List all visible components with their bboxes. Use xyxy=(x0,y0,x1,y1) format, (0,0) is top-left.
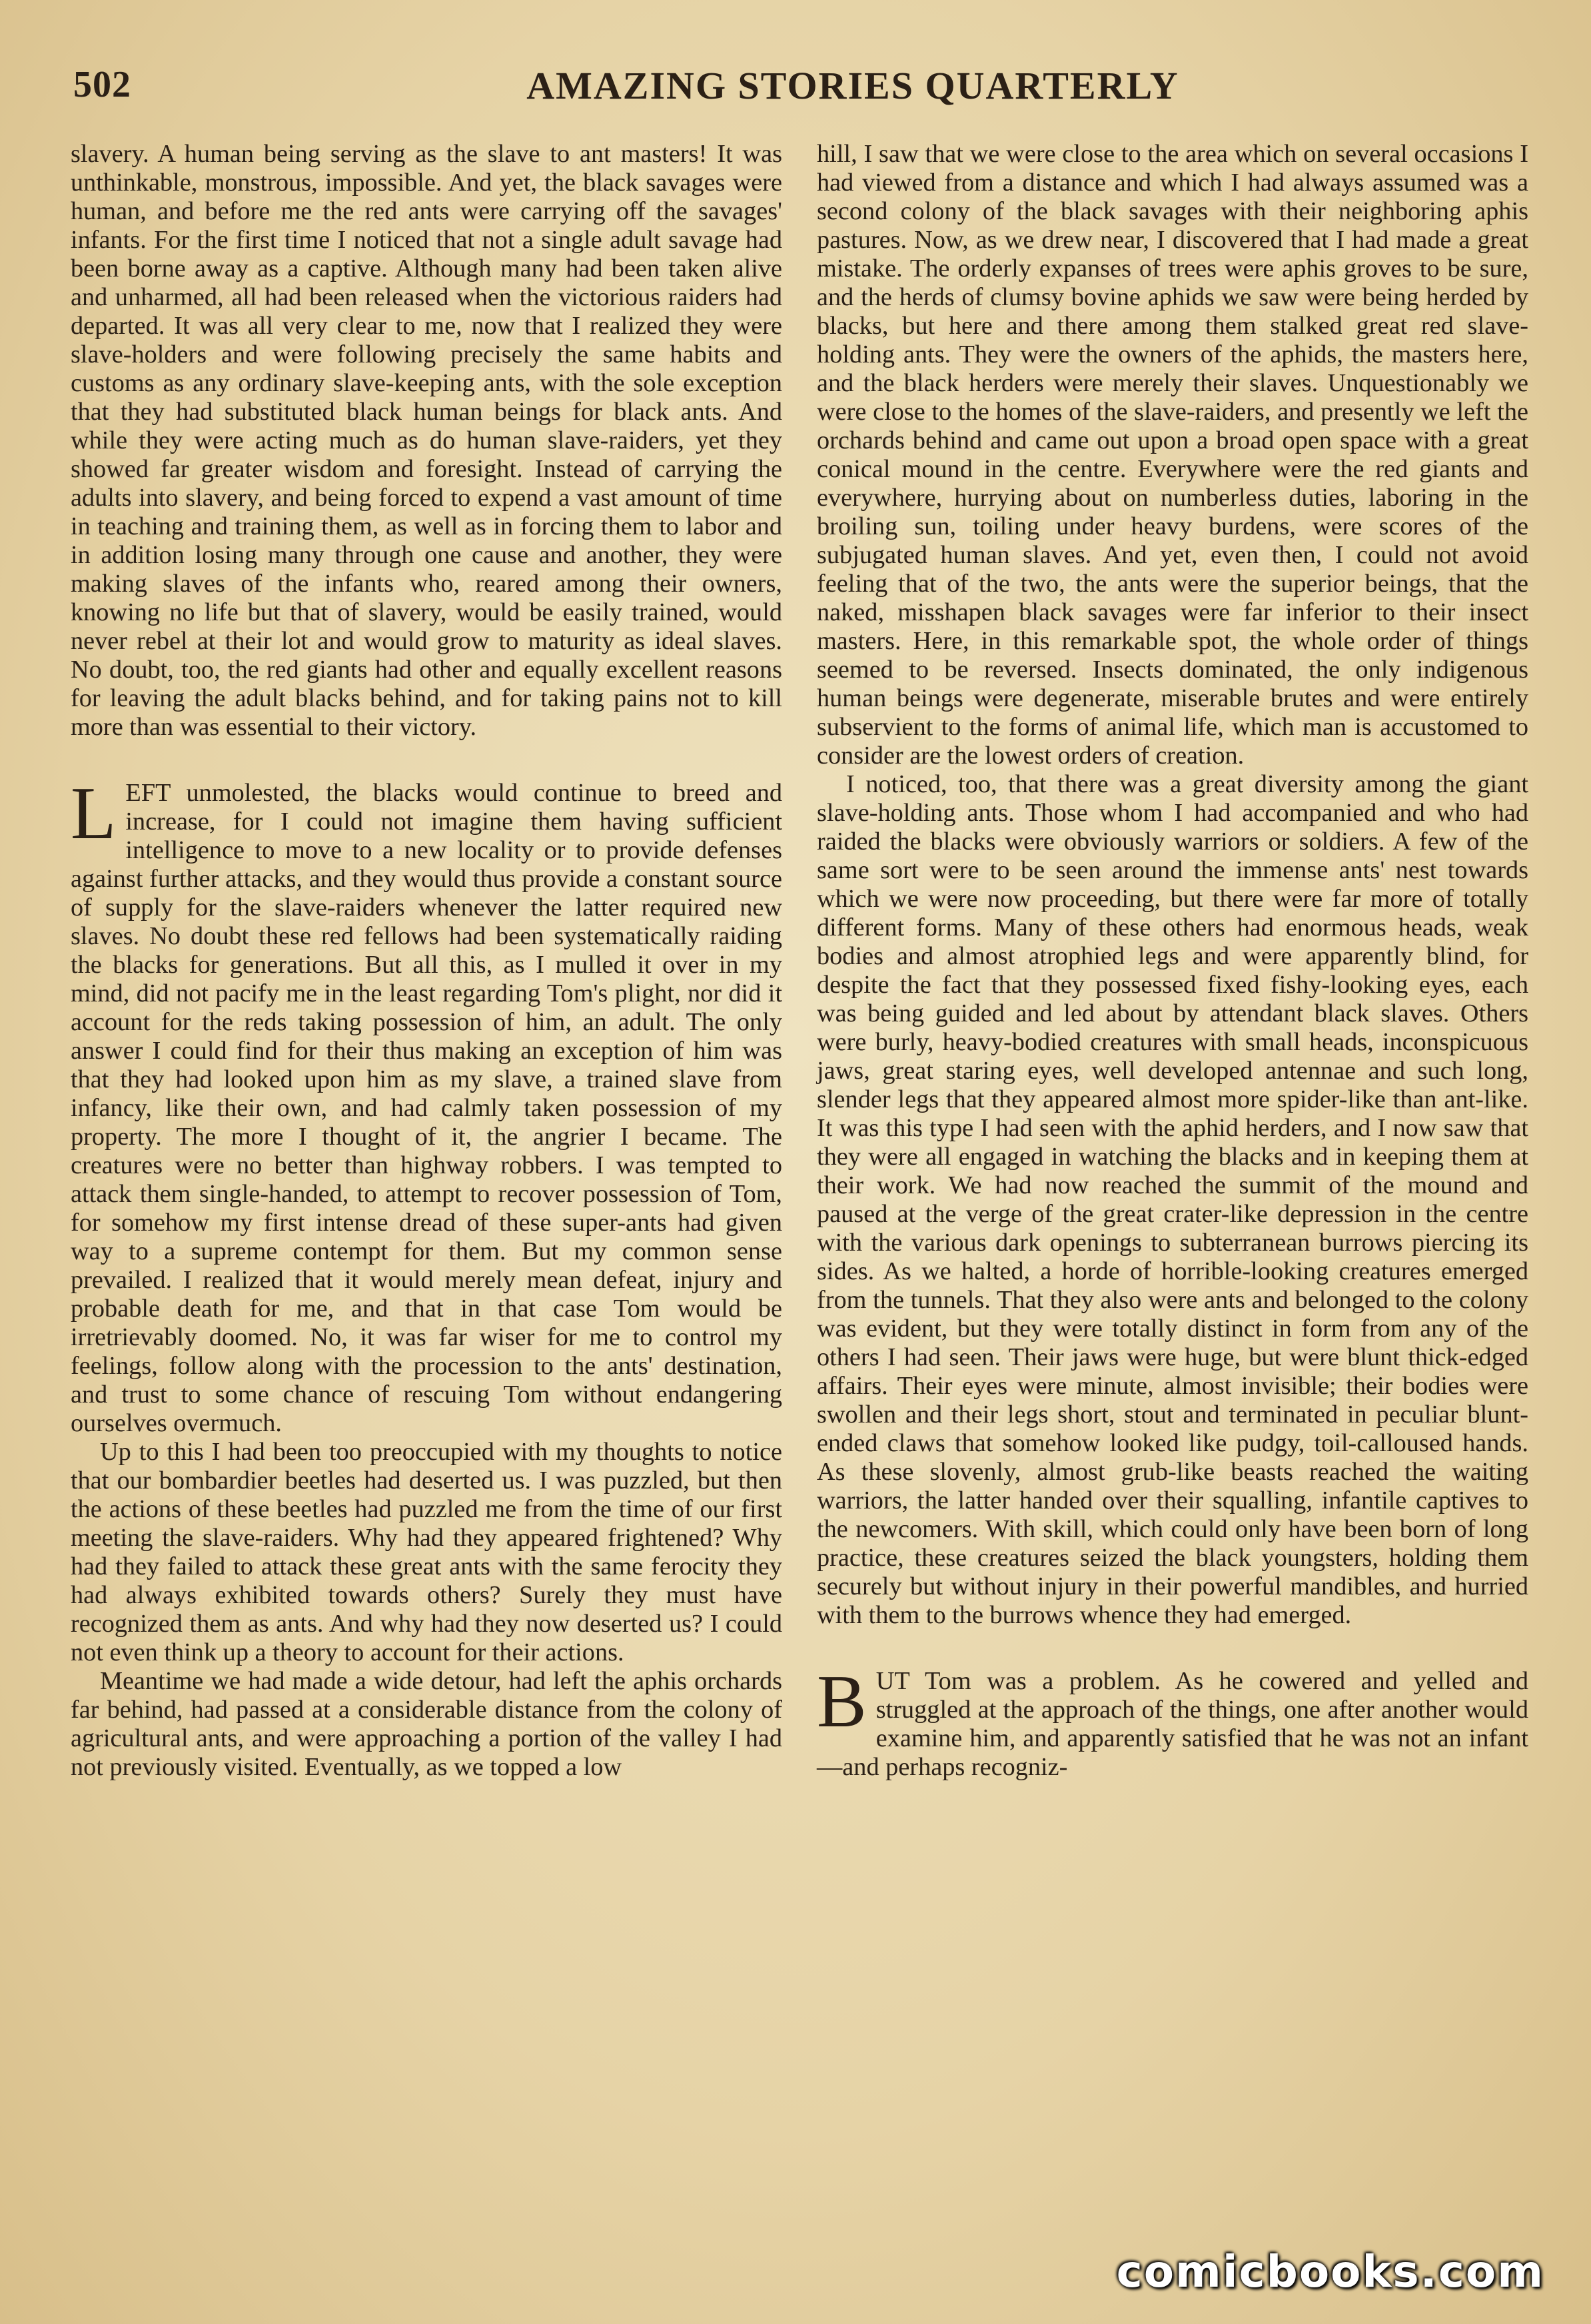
paragraph-with-dropcap xyxy=(817,1660,1528,1782)
paragraph-text: UT Tom was a problem. As he cowered and yelled and struggled at the approach of the things, one after another would examine him, and apparently satisfied that he was not an infant—and perhaps recogniz- xyxy=(817,1667,1528,1781)
drop-cap: L xyxy=(71,772,117,855)
paragraph: Up to this I had been too preoccupied with my thoughts to notice that our bombardier beetles had deserted us. I was puzzled, but then the actions of these beetles had puzzled me from the time of our first meeting the slave-raiders. Why had they appeared frightened? Why had they failed to attack these great ants with the same ferocity they had always exhibited towards others? Surely they must have recognized them as ants. And why had they now deserted us? I could not even think up a theory to account for their actions. xyxy=(71,1438,782,1666)
paragraph: hill, I saw that we were close to the area which on several occasions I had viewed from a distance and which I had always assumed was a second colony of the black savages with their neighboring aphis pastures. Now, as we drew near, I discovered that I had made a great mistake. The orderly expanses of trees were aphis groves to be sure, and the herds of clumsy bovine aphids we saw were being herded by blacks, but here and there among them stalked great red slave-holding ants. They were the owners of the aphids, the masters here, and the black herders were merely their slaves. Unquestionably we were close to the homes of the slave-raiders, and presently we left the orchards behind and came out upon a broad open space with a great conical mound in the centre. Everywhere were the red giants and everywhere, hurrying about on numberless duties, laboring in the broiling sun, toiling under heavy burdens, were scores of the subjugated human slaves. And yet, even then, I could not avoid feeling that of the two, the ants were the superior beings, that the naked, misshapen black savages were far inferior to their insect masters. Here, in this remarkable spot, the whole order of things seemed to be reversed. Insects dominated, the only indigenous human beings were degenerate, miserable brutes and were entirely subservient to the forms of animal life, which man is accustomed to consider are the lowest orders of creation. xyxy=(817,140,1528,770)
paragraph-text: EFT unmolested, the blacks would continue to breed and increase, for I could not imagine them having sufficient intelligence to move to a new locality or to provide defenses against further attacks, and they would thus provide a constant source of supply for the slave-raiders whenever the latter required new slaves. No doubt these red fellows had been systematically raiding the blacks for generations. But all this, as I mulled it over in my mind, did not pacify me in the least regarding Tom's plight, nor did it account for the reds taking possession of him, an adult. The only answer I could find for their thus making an exception of him was that they had looked upon him as my slave, a trained slave from infancy, like their own, and had calmly taken possession of my property. The more I thought of it, the angrier I became. The creatures were no better than highway robbers. I was tempted to attack them single-handed, to attempt to recover possession of Tom, for somehow my first intense dread of these super-ants had given way to a supreme contempt for them. But my common sense prevailed. I realized that it would merely mean defeat, injury and probable death for me, and that in that case Tom would be irretrievably doomed. No, it was far wiser for me to control my feelings, follow along with the procession to the ants' destination, and trust to some chance of rescuing Tom without endangering ourselves overmuch. xyxy=(71,779,782,1437)
page-number: 502 xyxy=(73,64,131,105)
watermark: comicbooks.com xyxy=(1116,2246,1544,2297)
left-column xyxy=(71,140,782,1782)
paragraph: slavery. A human being serving as the slave to ant masters! It was unthinkable, monstrous, impossible. And yet, the black savages were human, and before me the red ants were carrying off the savages' infants. For the first time I noticed that not a single adult savage had been borne away as a captive. Although many had been taken alive and unharmed, all had been released when the victorious raiders had departed. It was all very clear to me, now that I realized they were slave-holders and were following precisely the same habits and customs as any ordinary slave-keeping ants, with the sole exception that they had substituted black human beings for black ants. And while they were acting much as do human slave-raiders, yet they showed far greater wisdom and foresight. Instead of carrying the adults into slavery, and being forced to expend a vast amount of time in teaching and training them, as well as in forcing them to labor and in addition losing many through one cause and another, they were making slaves of the infants who, reared among their owners, knowing no life but that of slavery, would be easily trained, would never rebel at their lot and would grow to maturity as ideal slaves. No doubt, too, the red giants had other and equally excellent reasons for leaving the adult blacks behind, and for taking pains not to kill more than was essential to their victory. xyxy=(71,140,782,741)
paragraph: Meantime we had made a wide detour, had left the aphis orchards far behind, had passed at a considerable distance from the colony of agricultural ants, and were approaching a portion of the valley I had not previously visited. Eventually, as we topped a low xyxy=(71,1667,782,1781)
page-header xyxy=(67,63,1532,123)
paragraph-with-dropcap xyxy=(71,772,782,1438)
drop-cap: B xyxy=(817,1660,867,1743)
magazine-title: AMAZING STORIES QUARTERLY xyxy=(526,64,1179,107)
right-column xyxy=(817,140,1528,1782)
paragraph: I noticed, too, that there was a great diversity among the giant slave-holding ants. Those whom I had accompanied and who had raided the blacks were obviously warriors or soldiers. A few of the same sort were to be seen around the immense ants' nest towards which we were now proceeding, but there were far more of totally different forms. Many of these others had enormous heads, weak bodies and almost atrophied legs and were apparently blind, for despite the fact that they possessed fixed fishy-looking eyes, each was being guided and led about by attendant black slaves. Others were burly, heavy-bodied creatures with small heads, inconspicuous jaws, great staring eyes, well developed antennae and such long, slender legs that they appeared almost more spider-like than ant-like. It was this type I had seen with the aphid herders, and I now saw that they were all engaged in watching the blacks and in keeping them at their work. We had now reached the summit of the mound and paused at the verge of the great crater-like depression in the centre with the various dark openings to subterranean burrows piercing its sides. As we halted, a horde of horrible-looking creatures emerged from the tunnels. That they also were ants and belonged to the colony was evident, but they were totally distinct in form from any of the others I had seen. Their jaws were huge, but were blunt thick-edged affairs. Their eyes were minute, almost invisible; their bodies were swollen and their legs short, stout and terminated in peculiar blunt-ended claws that somehow looked like pudgy, toil-calloused hands. As these slovenly, almost grub-like beasts reached the waiting warriors, the latter handed over their squalling, infantile captives to the newcomers. With skill, which could only have been born of long practice, these creatures seized the black youngsters, holding them securely but without injury in their powerful mandibles, and hurried with them to the burrows whence they had emerged. xyxy=(817,770,1528,1629)
